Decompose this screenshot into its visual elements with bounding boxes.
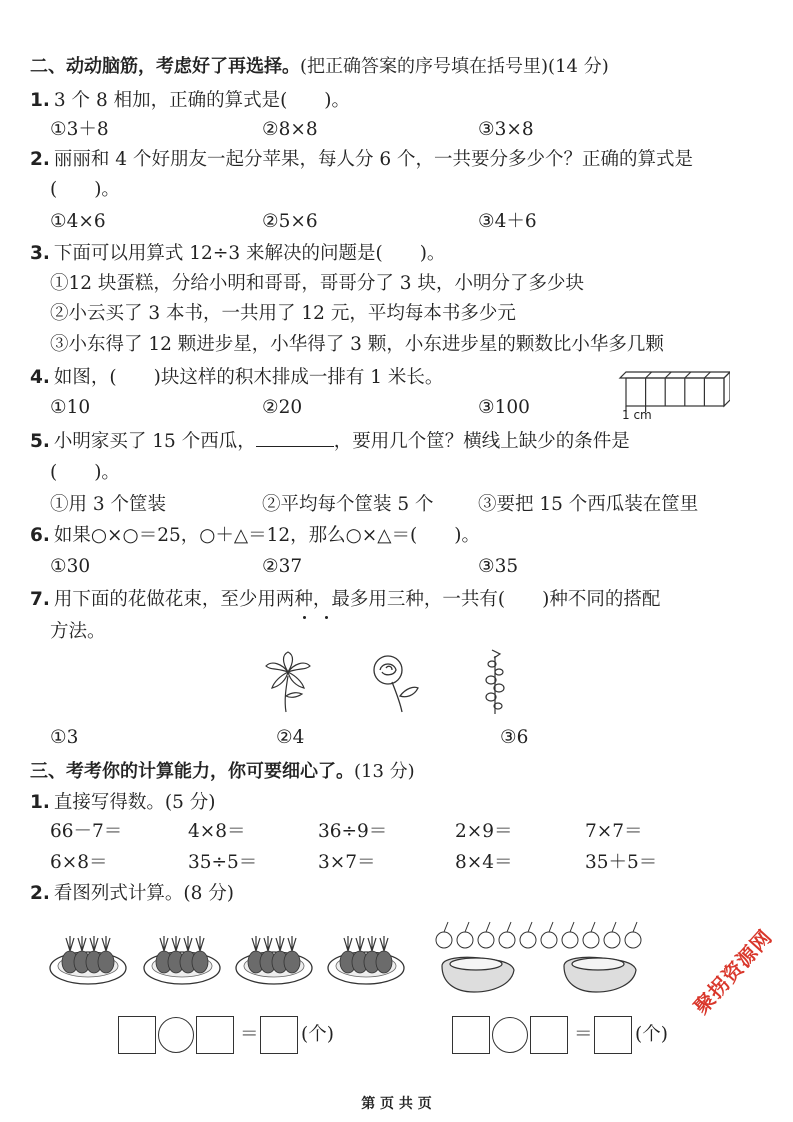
question-text: 如图，( )块这样的积木排成一排有 1 米长。 (53, 367, 444, 388)
answer-box[interactable] (530, 1016, 568, 1054)
question-number: 6. (30, 525, 50, 546)
section-3-subtitle: (13 分) (354, 761, 415, 782)
answer-box[interactable] (196, 1016, 234, 1054)
answer-box[interactable] (452, 1016, 490, 1054)
page-footer: 第 页 共 页 (361, 1096, 432, 1112)
calc-item: 7×7＝ (585, 821, 643, 842)
question-4 (30, 366, 443, 390)
question-number: 1. (30, 792, 50, 813)
watermark: 聚拐资源网 (688, 924, 778, 1019)
unit-label: (个) (635, 1024, 668, 1045)
calc-item: 3×7＝ (318, 852, 376, 873)
option-1: ①30 (50, 556, 91, 577)
section-3-title: 三、考考你的计算能力，你可要细心了。 (30, 761, 354, 782)
calc-item: 8×4＝ (455, 852, 513, 873)
option-3: ③3×8 (478, 119, 534, 140)
emphasis-dot (325, 616, 328, 619)
equals-sign: ＝ (574, 1024, 593, 1045)
question-5 (30, 430, 630, 454)
operator-circle[interactable] (492, 1017, 528, 1053)
calc-item: 6×8＝ (50, 852, 108, 873)
option-3: ③6 (500, 727, 529, 748)
question-2-blank: ( )。 (50, 179, 120, 200)
question-text: ，要用几个筐？横线上缺少的条件是 (333, 431, 630, 452)
answer-box[interactable] (118, 1016, 156, 1054)
calc-item: 35＋5＝ (585, 852, 658, 873)
option-1: ①3＋8 (50, 119, 109, 140)
option-3: ③35 (478, 556, 519, 577)
unit-label: (个) (301, 1024, 334, 1045)
option-3: ③4＋6 (478, 211, 537, 232)
option-1: ①10 (50, 397, 91, 418)
operator-circle[interactable] (158, 1017, 194, 1053)
question-7-cont: 方法。 (50, 621, 106, 642)
question-text: 如果○×○＝25，○＋△＝12，那么○×△＝( )。 (53, 525, 480, 546)
gladiolus-flower-icon (480, 648, 510, 716)
pineapple-plates-image (46, 928, 416, 988)
question-number: 4. (30, 367, 50, 388)
calc-item: 36÷9＝ (318, 821, 388, 842)
question-number: 5. (30, 431, 50, 452)
option-2: ②8×8 (262, 119, 318, 140)
question-text: 小明家买了 15 个西瓜， (53, 431, 256, 452)
question-number: 3. (30, 243, 50, 264)
option-2: ②5×6 (262, 211, 318, 232)
question-text: 下面可以用算式 12÷3 来解决的问题是( )。 (53, 243, 446, 264)
equals-sign: ＝ (240, 1024, 259, 1045)
question-number: 1. (30, 90, 50, 111)
cherries-bowls-image (432, 918, 662, 998)
section-2-subtitle: (把正确答案的序号填在括号里)(14 分) (300, 56, 609, 77)
option-2: ②37 (262, 556, 303, 577)
question-number: 2. (30, 149, 50, 170)
emphasis-dot (303, 616, 306, 619)
option-1: ①用 3 个筐装 (50, 494, 167, 515)
answer-blank-line (256, 430, 334, 447)
question-3 (30, 242, 445, 266)
question-number: 7. (30, 589, 50, 610)
calc-item: 2×9＝ (455, 821, 513, 842)
option-1: ①4×6 (50, 211, 106, 232)
section-2-title: 二、动动脑筋，考虑好了再选择。 (30, 56, 300, 77)
option-1: ①3 (50, 727, 79, 748)
calc-item: 4×8＝ (188, 821, 246, 842)
question-7 (30, 588, 660, 612)
question-6 (30, 524, 480, 548)
option-2: ②4 (276, 727, 305, 748)
calc-item: 35÷5＝ (188, 852, 258, 873)
block-size-label: 1 cm (622, 408, 652, 420)
option-1: ①12 块蛋糕，分给小明和哥哥，哥哥分了 3 块，小明分了多少块 (50, 273, 584, 294)
option-3: ③100 (478, 397, 530, 418)
question-1 (30, 89, 350, 113)
option-3: ③要把 15 个西瓜装在筐里 (478, 494, 699, 515)
section-2-heading (30, 55, 609, 79)
question-2 (30, 148, 693, 172)
question-text: 3 个 8 相加，正确的算式是( )。 (53, 90, 351, 111)
section-3-heading (30, 760, 415, 784)
calc-item: 66－7＝ (50, 821, 123, 842)
question-number: 2. (30, 883, 50, 904)
question-5-blank: ( )。 (50, 462, 120, 483)
option-2: ②20 (262, 397, 303, 418)
question-text: 看图列式计算。(8 分) (53, 883, 234, 904)
answer-box[interactable] (260, 1016, 298, 1054)
calc-question-1 (30, 791, 216, 815)
answer-box[interactable] (594, 1016, 632, 1054)
option-3: ③小东得了 12 颗进步星，小华得了 3 颗，小东进步星的颗数比小华多几颗 (50, 334, 664, 355)
blocks-figure (600, 362, 730, 420)
question-text: 用下面的花做花束，至少用两种，最多用三种，一共有( )种不同的搭配 (53, 589, 661, 610)
rose-flower-icon (370, 652, 422, 714)
lily-flower-icon (262, 650, 314, 715)
question-text: 直接写得数。(5 分) (53, 792, 216, 813)
calc-question-2 (30, 882, 234, 906)
option-2: ②平均每个筐装 5 个 (262, 494, 434, 515)
question-text: 丽丽和 4 个好朋友一起分苹果，每人分 6 个，一共要分多少个？正确的算式是 (53, 149, 693, 170)
option-2: ②小云买了 3 本书，一共用了 12 元，平均每本书多少元 (50, 303, 516, 324)
